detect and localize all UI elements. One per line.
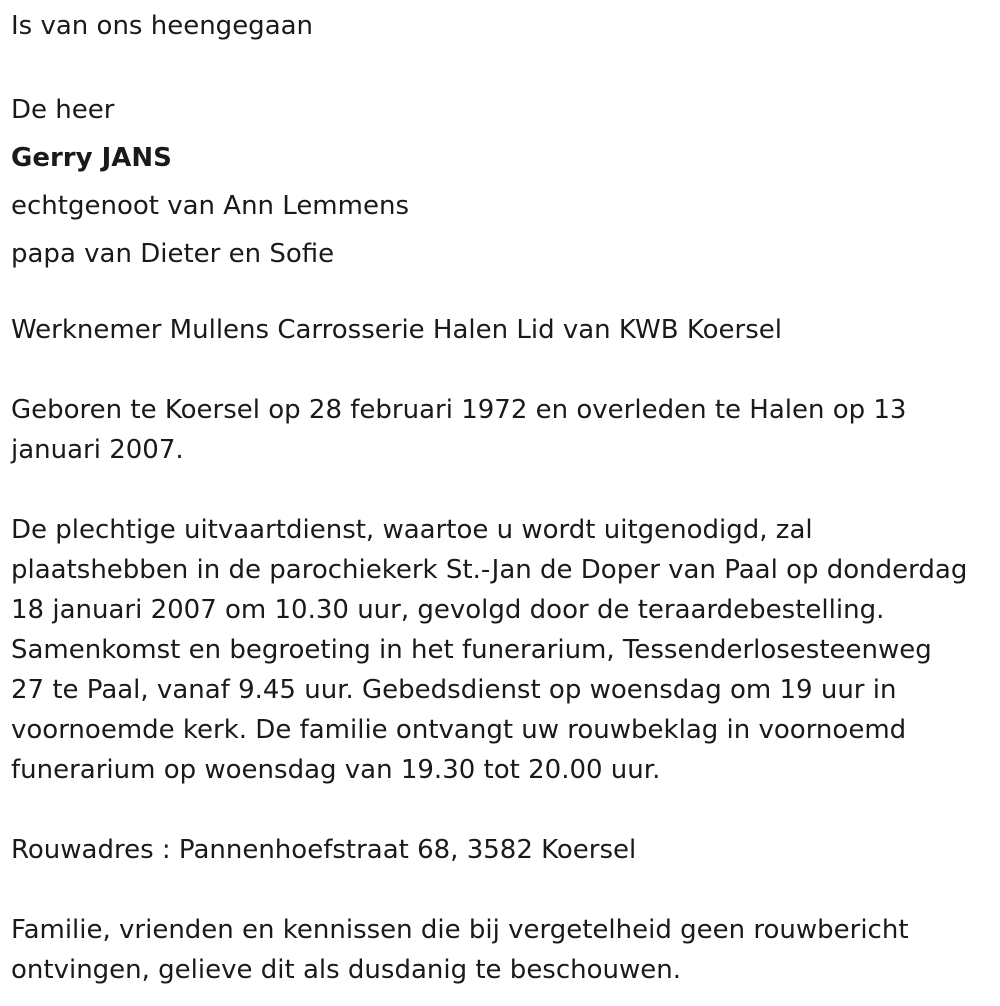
- mourning-address: Rouwadres : Pannenhoefstraat 68, 3582 Koersel: [11, 835, 637, 865]
- spacer: [11, 350, 985, 390]
- spacer: [11, 470, 985, 510]
- paragraph-line: januari 2007.: [11, 435, 184, 465]
- birth-death-paragraph: [11, 390, 985, 470]
- paragraph-line: Familie, vrienden en kennissen die bij vergetelheid geen rouwbericht: [11, 915, 909, 945]
- paragraph-line: plaatshebben in de parochiekerk St.-Jan de Doper van Paal op donderdag: [11, 555, 968, 585]
- paragraph-line: Geboren te Koersel op 28 februari 1972 en overleden te Halen op 13: [11, 395, 907, 425]
- deceased-name: Gerry JANS: [11, 143, 172, 173]
- paragraph-line: 27 te Paal, vanaf 9.45 uur. Gebedsdienst op woensdag om 19 uur in: [11, 675, 897, 705]
- spacer: [11, 870, 985, 910]
- spacer: [11, 278, 985, 310]
- intro-text: Is van ons heengegaan: [11, 11, 314, 41]
- paragraph-line: voornoemde kerk. De familie ontvangt uw rouwbeklag in voornoemd: [11, 715, 907, 745]
- paragraph-line: 18 januari 2007 om 10.30 uur, gevolgd door de teraardebestelling.: [11, 595, 885, 625]
- occupation-text: Werknemer Mullens Carrosserie Halen Lid van KWB Koersel: [11, 315, 782, 345]
- closing-paragraph: [11, 910, 985, 990]
- paragraph-line: funerarium op woensdag van 19.30 tot 20.00 uur.: [11, 755, 661, 785]
- ceremony-paragraph: [11, 510, 985, 790]
- paragraph-line: ontvingen, gelieve dit als dusdanig te beschouwen.: [11, 955, 682, 985]
- paragraph-line: Samenkomst en begroeting in het funerarium, Tessenderlosesteenweg: [11, 635, 932, 665]
- paragraph-line: De plechtige uitvaartdienst, waartoe u wordt uitgenodigd, zal: [11, 515, 813, 545]
- salutation: De heer: [11, 95, 115, 125]
- relation-spouse: echtgenoot van Ann Lemmens: [11, 191, 409, 221]
- spacer: [11, 790, 985, 830]
- relation-children: papa van Dieter en Sofie: [11, 239, 335, 269]
- spacer: [11, 46, 985, 86]
